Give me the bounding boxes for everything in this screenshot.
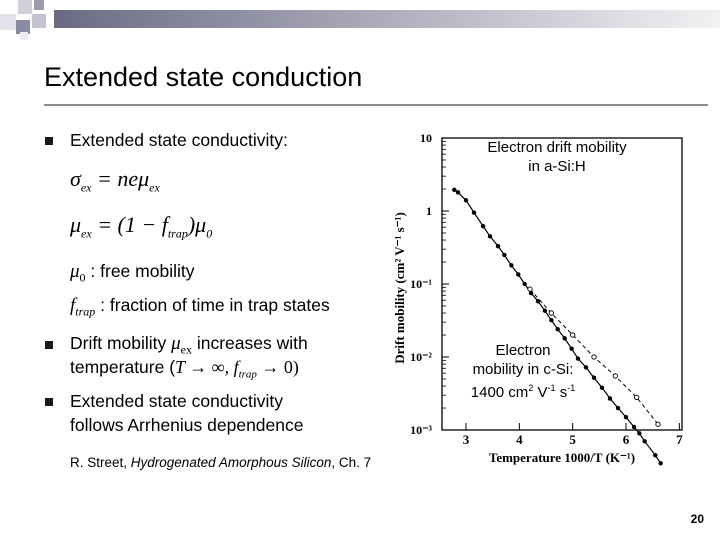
mu0-text: : free mobility xyxy=(85,261,195,281)
eq2-mu-sub: ex xyxy=(81,226,92,241)
deco-square xyxy=(0,14,16,30)
data-point-solid xyxy=(464,198,468,202)
eq2-mu: μ xyxy=(70,212,82,237)
y-tick-label: 10⁻² xyxy=(410,350,432,364)
deco-square xyxy=(32,14,46,28)
ftrap-sub: trap xyxy=(75,304,96,319)
data-point-solid xyxy=(616,406,620,410)
data-point-solid xyxy=(608,396,612,400)
data-point-solid xyxy=(502,253,506,257)
eq1-rhs: = neμ xyxy=(91,166,150,191)
data-point-solid xyxy=(522,282,526,286)
title-underline xyxy=(44,104,708,106)
label-csi-mobility xyxy=(448,341,598,402)
data-point-solid xyxy=(658,461,662,465)
data-point-open xyxy=(634,395,638,399)
y-tick-label: 10⁻¹ xyxy=(410,277,432,291)
data-point-solid xyxy=(549,318,553,322)
ftrap-symbol: f xyxy=(70,295,76,316)
bullet-marker xyxy=(45,398,53,406)
data-point-open xyxy=(613,374,617,378)
b2-prefix: Drift mobility xyxy=(70,333,172,353)
csi-line2: mobility in c-Si: xyxy=(472,361,574,378)
b2-mu-sub: ex xyxy=(180,342,192,357)
equation-conductivity xyxy=(70,166,160,195)
x-tick-label: 3 xyxy=(462,432,470,447)
mobility-chart xyxy=(390,128,690,468)
data-point-open xyxy=(549,311,553,315)
ftrap-text: : fraction of time in trap states xyxy=(95,295,330,315)
data-point-solid xyxy=(509,263,513,267)
header-gradient-band xyxy=(54,10,720,28)
data-point-solid xyxy=(632,425,636,429)
data-point-open xyxy=(570,333,574,337)
eq2-middle: = (1 − f xyxy=(91,212,168,237)
data-point-open xyxy=(656,422,660,426)
bullet-arrhenius-line1: Extended state conductivity xyxy=(70,391,284,411)
csi-sup1: 2 xyxy=(528,383,534,393)
data-point-solid xyxy=(496,244,500,248)
data-point-solid xyxy=(481,224,485,228)
csi-unit-s: s xyxy=(555,384,568,401)
equation-mobility xyxy=(70,212,212,241)
y-tick-label: 1 xyxy=(426,204,432,218)
csi-value: 1400 cm xyxy=(470,384,529,401)
reference-book: Hydrogenated Amorphous Silicon xyxy=(130,455,332,470)
bullet-extended-conductivity: Extended state conductivity: xyxy=(70,130,288,150)
eq2-end: )μ xyxy=(187,212,207,237)
data-point-solid xyxy=(456,190,460,194)
deco-square xyxy=(34,0,44,10)
y-tick-label: 10 xyxy=(420,131,432,145)
mu0-sub: 0 xyxy=(79,270,86,285)
csi-unit-v: V xyxy=(533,384,548,401)
data-point-solid xyxy=(488,234,492,238)
y-axis-label: Drift mobility (cm² V⁻¹ s⁻¹) xyxy=(392,212,407,364)
x-axis-label: Temperature 1000/T (K⁻¹) xyxy=(488,450,636,465)
header-decoration xyxy=(0,0,720,40)
reference-author: R. Street, xyxy=(70,455,131,470)
data-point-solid xyxy=(516,272,520,276)
data-point-solid xyxy=(653,453,657,457)
page-number: 20 xyxy=(690,512,704,526)
mu0-symbol: μ xyxy=(70,261,80,282)
data-point-solid xyxy=(600,385,604,389)
reference-citation xyxy=(70,455,371,470)
b2-line2-prefix: temperature ( xyxy=(70,357,176,377)
b2-line2-sub: trap xyxy=(238,368,257,381)
def-free-mobility xyxy=(70,259,194,290)
bullet-arrhenius-line2: follows Arrhenius dependence xyxy=(70,415,304,435)
data-point-solid xyxy=(556,327,560,331)
def-ftrap xyxy=(70,293,330,324)
data-point-solid xyxy=(637,431,641,435)
data-point-solid xyxy=(562,336,566,340)
b2-mu: μ xyxy=(171,333,181,354)
x-tick-label: 5 xyxy=(569,432,576,447)
eq1-rhs-sub: ex xyxy=(149,180,160,195)
data-point-solid xyxy=(472,210,476,214)
data-point-solid xyxy=(624,415,628,419)
bullet-marker xyxy=(45,341,53,349)
bullet-drift-mobility-line2 xyxy=(70,355,299,387)
csi-sup3: -1 xyxy=(567,383,576,393)
eq2-end-sub: 0 xyxy=(206,226,213,241)
b2-line2-end: → 0) xyxy=(256,357,299,377)
deco-square xyxy=(18,0,32,14)
bullet-marker xyxy=(45,137,53,145)
data-point-solid xyxy=(642,439,646,443)
eq1-sigma-sub: ex xyxy=(80,180,92,195)
b2-suffix: increases with xyxy=(192,333,308,353)
data-point-solid xyxy=(543,309,547,313)
data-point-open xyxy=(528,287,532,291)
x-tick-label: 7 xyxy=(676,432,683,447)
label-asi-mobility: Electron drift mobility in a-Si:H xyxy=(487,139,627,175)
x-tick-label: 4 xyxy=(516,432,523,447)
slide-title: Extended state conduction xyxy=(44,62,363,92)
deco-square xyxy=(20,32,28,40)
x-tick-label: 6 xyxy=(622,432,630,447)
reference-chapter: , Ch. 7 xyxy=(331,455,372,470)
csi-line1: Electron xyxy=(495,342,551,359)
eq1-sigma: σ xyxy=(70,166,81,191)
b2-line2-math: T → ∞, f xyxy=(175,357,239,377)
deco-square xyxy=(16,20,30,34)
data-point-solid xyxy=(452,188,456,192)
y-tick-label: 10⁻³ xyxy=(410,423,432,437)
csi-sup2: -1 xyxy=(547,383,556,393)
eq2-middle-sub: trap xyxy=(167,226,188,241)
